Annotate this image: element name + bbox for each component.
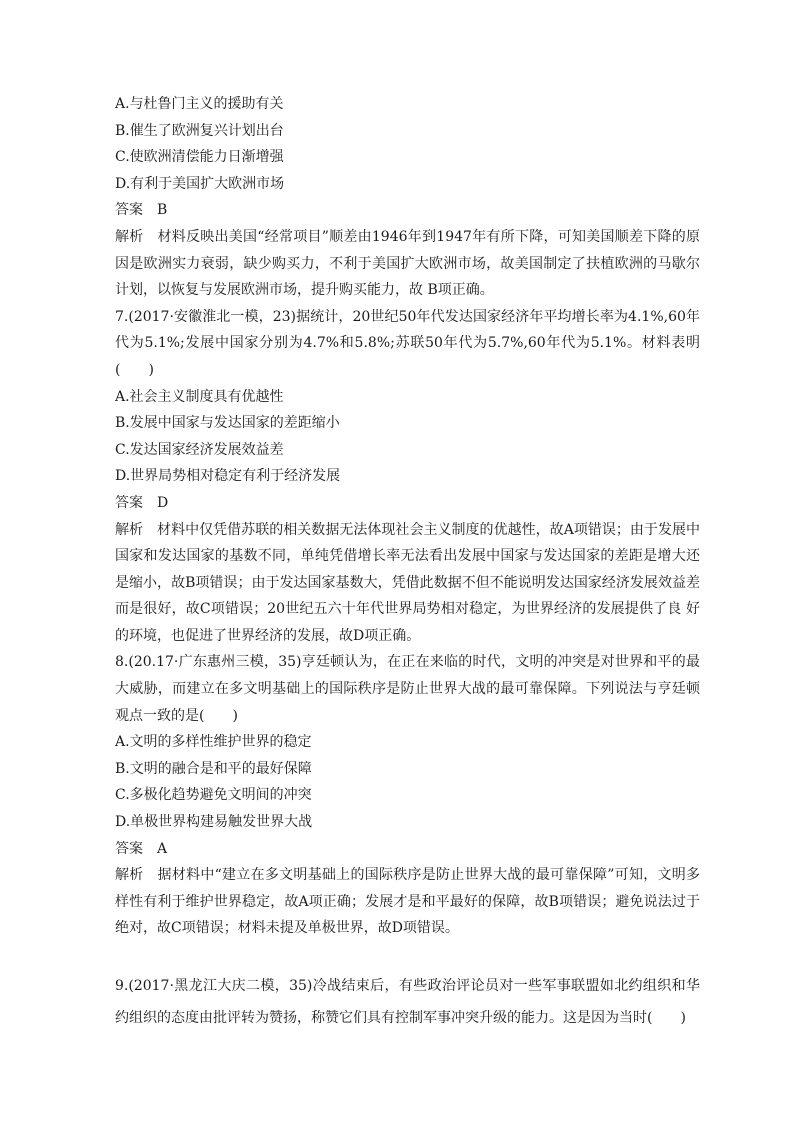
q8-stem: 8.(20.17·广东惠州三模，35)亨廷顿认为，在正在来临的时代，文明的冲突是对世界和平的最大威胁，而建立在多文明基础上的国际秩序是防止世界大战的最可靠保障。下列说法与亨廷顿观点一致的是( ) [115, 654, 700, 724]
q6-option-b: B.催生了欧洲复兴计划出台 [115, 122, 284, 139]
q8-analysis [115, 862, 700, 942]
q8-analysis-text: 据材料中“建立在多文明基础上的国际秩序是防止世界大战的最可靠保障”可知，文明多样性有利于维护世界稳定，故A项正确；发展才是和平最好的保障，故B项错误；避免说法过于绝对，故C项错误；材料未提及单极世界，故D项错误。 [115, 867, 701, 937]
q6-analysis-text: 材料反映出美国“经常项目”顺差由1946年到1947年有所下降，可知美国顺差下降的原因是欧洲实力衰弱，缺少购买力，不利于美国扩大欧洲市场，故美国制定了扶植欧洲的马歇尔计划，以恢复与发展欧洲市场，提升购买能力，故 B项正确。 [115, 228, 700, 299]
q7-answer-label: 答案 [115, 494, 143, 511]
q8-option-d: D.单极世界构建易触发世界大战 [115, 814, 313, 831]
q8-option-a: A.文明的多样性维护世界的稳定 [115, 734, 312, 751]
q6-answer [115, 197, 700, 224]
q7-option-b: B.发展中国家与发达国家的差距缩小 [115, 415, 340, 432]
q8-option-b: B.文明的融合是和平的最好保障 [115, 760, 312, 777]
q6-answer-value: B [157, 202, 168, 219]
q6-option-a: A.与杜鲁门主义的援助有关 [115, 96, 284, 112]
content-body [115, 91, 700, 1034]
q6-analysis [115, 224, 700, 304]
q7-option-d: D.世界局势相对稳定有利于经济发展 [115, 468, 341, 485]
q6-option-d: D.有利于美国扩大欧洲市场 [115, 175, 285, 192]
q7-answer [115, 490, 700, 517]
q6-answer-label: 答案 [115, 202, 143, 219]
q8-analysis-label: 解析 [115, 867, 144, 884]
q8-option-c: C.多极化趋势避免文明间的冲突 [115, 787, 312, 804]
q7-analysis-label: 解析 [115, 521, 144, 538]
section-spacer [115, 942, 700, 970]
q7-analysis-text: 材料中仅凭借苏联的相关数据无法体现社会主义制度的优越性，故A项错误；由于发展中国家和发达国家的基数不同，单纯凭借增长率无法看出发展中国家与发达国家的差距是增大还是缩小，故B项错误；由于发达国家基数大，凭借此数据不但不能说明发达国家经济发展效益差而是很好，故C项错误；20世纪五六十年代世界局势相对稳定，为世界经济的发展提供了良 好的环境，也促进了世界经济的发展，故D项正确。 [115, 521, 701, 644]
q8-answer [115, 836, 700, 863]
q6-option-c: C.使欧洲清偿能力日渐增强 [115, 149, 284, 166]
q8-answer-label: 答案 [115, 840, 143, 857]
q8-answer-value: A [157, 840, 168, 857]
q6-analysis-label: 解析 [115, 228, 144, 245]
q7-analysis [115, 517, 700, 650]
q7-stem: 7.(2017·安徽淮北一模，23)据统计，20世纪50年代发达国家经济年平均增长率为4.1%,60年代为5.1%;发展中国家分别为4.7%和5.8%;苏联50年代为5.7%,60年代为5.1%。材料表明( ) [115, 308, 700, 378]
q7-answer-value: D [157, 494, 169, 511]
q9-stem: 9.(2017·黑龙江大庆二模，35)冷战结束后，有些政治评论员对一些军事联盟如北约组织和华约组织的态度由批评转为赞扬，称赞它们具有控制军事冲突升级的能力。这是因为当时( ) [115, 978, 700, 1026]
q7-option-a: A.社会主义制度具有优越性 [115, 388, 284, 405]
q7-option-c: C.发达国家经济发展效益差 [115, 441, 284, 458]
